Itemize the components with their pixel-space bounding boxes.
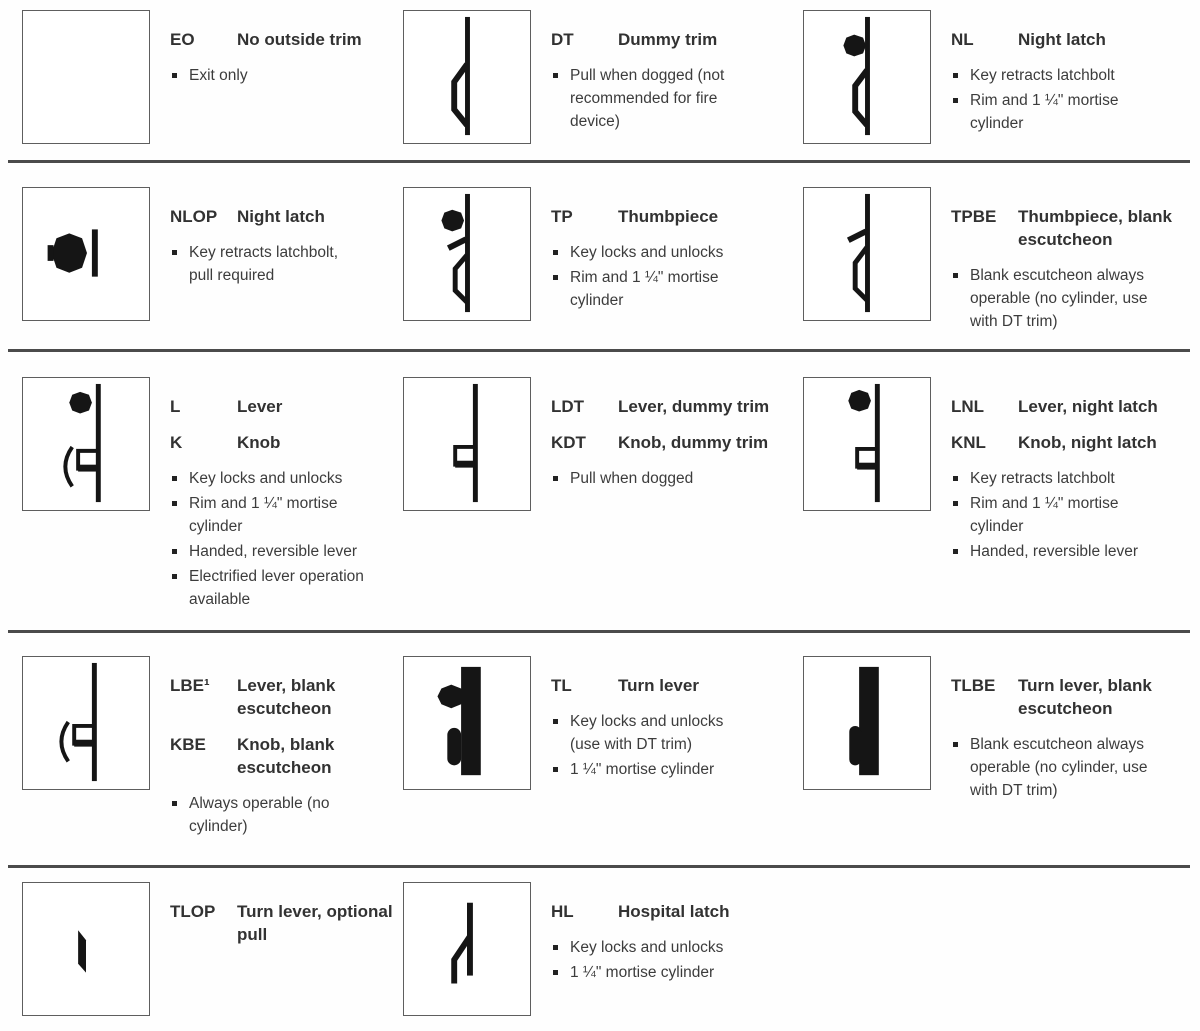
trim-title: Thumbpiece, blank escutcheon bbox=[1018, 207, 1172, 249]
trim-bullet: Key locks and unlocks bbox=[551, 241, 739, 264]
trim-bullet: Handed, reversible lever bbox=[170, 540, 366, 563]
trim-title: Knob, blank escutcheon bbox=[237, 735, 335, 777]
trim-code: EO bbox=[170, 30, 195, 49]
trim-bullet-list bbox=[170, 64, 366, 87]
trim-code: HL bbox=[551, 902, 574, 921]
trim-bullet-list bbox=[551, 241, 739, 312]
trim-bullet-list bbox=[951, 733, 1159, 802]
trim-title: Hospital latch bbox=[618, 902, 730, 921]
trim-title: Dummy trim bbox=[618, 30, 718, 49]
trim-text-block bbox=[170, 187, 366, 289]
trim-title: Knob, dummy trim bbox=[618, 433, 769, 452]
trim-illustration-box bbox=[403, 377, 531, 511]
trim-row bbox=[0, 868, 1200, 1031]
trim-code: TP bbox=[551, 207, 573, 226]
trim-title: Knob, night latch bbox=[1018, 433, 1157, 452]
trim-bullet-list bbox=[951, 64, 1159, 135]
hospital-latch-icon bbox=[404, 883, 530, 1015]
trim-bullet-list bbox=[170, 241, 366, 287]
trim-cell bbox=[800, 377, 1200, 633]
trim-bullet-list bbox=[551, 710, 739, 781]
trim-cell bbox=[400, 882, 800, 1031]
trim-code: NL bbox=[951, 30, 974, 49]
trim-title: Lever bbox=[237, 397, 283, 416]
trim-code: TL bbox=[551, 676, 572, 695]
trim-text-block bbox=[170, 882, 397, 959]
lever-cylinder-icon bbox=[23, 378, 149, 510]
trim-code: L bbox=[170, 397, 181, 416]
trim-code: DT bbox=[551, 30, 574, 49]
trim-header bbox=[951, 431, 1159, 454]
trim-text-block bbox=[551, 656, 739, 783]
trim-header bbox=[951, 674, 1178, 720]
trim-illustration-box bbox=[803, 10, 931, 144]
night-latch-pull-icon bbox=[23, 188, 149, 320]
trim-header bbox=[170, 28, 366, 51]
trim-cell bbox=[800, 187, 1200, 352]
trim-title: Knob bbox=[237, 433, 281, 452]
trim-illustration-box bbox=[22, 882, 150, 1016]
trim-text-block bbox=[951, 656, 1178, 804]
trim-cell bbox=[400, 187, 800, 352]
trim-bullet: Pull when dogged bbox=[551, 467, 739, 490]
trim-illustration-box bbox=[22, 656, 150, 790]
turn-lever-icon bbox=[23, 883, 149, 1015]
trim-text-block bbox=[951, 377, 1159, 565]
trim-illustration-box bbox=[803, 377, 931, 511]
trim-code: TLOP bbox=[170, 902, 216, 921]
lever-dummy-icon bbox=[404, 378, 530, 510]
trim-title: Night latch bbox=[237, 207, 325, 226]
trim-cell bbox=[0, 377, 400, 633]
trim-bullet: Key locks and unlocks bbox=[170, 467, 366, 490]
trim-illustration-box bbox=[22, 187, 150, 321]
trim-header bbox=[951, 205, 1178, 251]
trim-bullet: 1 ¼" mortise cylinder bbox=[551, 758, 739, 781]
trim-cell bbox=[0, 10, 400, 163]
trim-title: Lever, dummy trim bbox=[618, 397, 770, 416]
trim-bullet: Key retracts latchbolt bbox=[951, 64, 1159, 87]
trim-bullet-list bbox=[551, 64, 739, 133]
trim-header bbox=[951, 28, 1159, 51]
trim-text-block bbox=[551, 10, 739, 135]
trim-code: LNL bbox=[951, 397, 985, 416]
trim-text-block bbox=[551, 882, 739, 986]
trim-code: KNL bbox=[951, 433, 986, 452]
trim-cell bbox=[400, 10, 800, 163]
trim-illustration-box bbox=[403, 187, 531, 321]
trim-code: KDT bbox=[551, 433, 586, 452]
trim-row bbox=[0, 163, 1200, 352]
trim-header bbox=[551, 395, 769, 418]
trim-code: K bbox=[170, 433, 183, 452]
trim-header bbox=[551, 431, 769, 454]
trim-cell bbox=[400, 377, 800, 633]
trim-bullet-list bbox=[551, 467, 739, 490]
trim-cell bbox=[0, 656, 400, 868]
trim-cell bbox=[800, 10, 1200, 163]
trim-text-block bbox=[170, 656, 397, 840]
trim-bullet-list bbox=[951, 264, 1159, 333]
trim-code: KBE bbox=[170, 735, 206, 754]
trim-code: LBE¹ bbox=[170, 676, 210, 695]
trim-bullet: Pull when dogged (not recommended for fire device) bbox=[551, 64, 739, 133]
trim-text-block bbox=[951, 187, 1178, 335]
trim-header bbox=[170, 205, 366, 228]
trim-code: NLOP bbox=[170, 207, 218, 226]
trim-illustration-box bbox=[803, 187, 931, 321]
trim-bullet: Rim and 1 ¼" mortise cylinder bbox=[170, 492, 366, 538]
trim-header bbox=[170, 395, 366, 418]
trim-header bbox=[551, 900, 739, 923]
thumbpiece-cylinder-icon bbox=[404, 188, 530, 320]
trim-bullet: Rim and 1 ¼" mortise cylinder bbox=[551, 266, 739, 312]
trim-text-block bbox=[170, 10, 366, 89]
trim-bullet-list bbox=[170, 792, 366, 838]
trim-bullet: 1 ¼" mortise cylinder bbox=[551, 961, 739, 984]
trim-cell bbox=[0, 882, 400, 1031]
trim-cell bbox=[0, 187, 400, 352]
thumbpiece-icon bbox=[804, 188, 930, 320]
trim-title: Lever, blank escutcheon bbox=[237, 676, 336, 718]
trim-title: Turn lever, blank escutcheon bbox=[1018, 676, 1152, 718]
trim-row bbox=[0, 0, 1200, 163]
trim-header bbox=[170, 674, 397, 720]
trim-header bbox=[170, 900, 397, 946]
trim-code: TLBE bbox=[951, 676, 996, 695]
trim-header bbox=[951, 395, 1159, 418]
trim-header bbox=[551, 205, 739, 228]
turn-lever-blank-icon bbox=[804, 657, 930, 789]
trim-illustration-box bbox=[403, 882, 531, 1016]
trim-title: Lever, night latch bbox=[1018, 397, 1158, 416]
trim-title: Turn lever bbox=[618, 676, 699, 695]
trim-illustration-box bbox=[403, 10, 531, 144]
lever-night-latch-icon bbox=[804, 378, 930, 510]
trim-title: Turn lever, optional pull bbox=[237, 902, 393, 944]
trim-title: No outside trim bbox=[237, 30, 362, 49]
trim-cell bbox=[400, 656, 800, 868]
trim-bullet: Blank escutcheon always operable (no cylinder, use with DT trim) bbox=[951, 733, 1159, 802]
trim-bullet: Key locks and unlocks (use with DT trim) bbox=[551, 710, 739, 756]
trim-header bbox=[170, 431, 366, 454]
night-latch-icon bbox=[804, 11, 930, 143]
trim-row bbox=[0, 352, 1200, 633]
trim-bullet: Key retracts latchbolt bbox=[951, 467, 1159, 490]
trim-illustration-box bbox=[403, 656, 531, 790]
trim-bullet-list bbox=[551, 936, 739, 984]
trim-title: Thumbpiece bbox=[618, 207, 719, 226]
trim-text-block bbox=[951, 10, 1159, 137]
trim-bullet: Electrified lever operation available bbox=[170, 565, 366, 611]
trim-bullet: Rim and 1 ¼" mortise cylinder bbox=[951, 492, 1159, 538]
trim-illustration-box bbox=[803, 656, 931, 790]
blank-box-icon bbox=[23, 11, 149, 143]
trim-header bbox=[170, 733, 397, 779]
trim-code: TPBE bbox=[951, 207, 997, 226]
trim-bullet: Exit only bbox=[170, 64, 366, 87]
trim-cell bbox=[800, 656, 1200, 868]
trim-bullet-list bbox=[170, 467, 366, 611]
trim-bullet: Rim and 1 ¼" mortise cylinder bbox=[951, 89, 1159, 135]
trim-bullet: Key locks and unlocks bbox=[551, 936, 739, 959]
pull-icon bbox=[404, 11, 530, 143]
turn-lever-cylinder-icon bbox=[404, 657, 530, 789]
trim-text-block bbox=[551, 187, 739, 314]
trim-bullet: Blank escutcheon always operable (no cylinder, use with DT trim) bbox=[951, 264, 1159, 333]
trim-bullet: Key retracts latchbolt, pull required bbox=[170, 241, 366, 287]
trim-bullet: Handed, reversible lever bbox=[951, 540, 1159, 563]
trim-bullet: Always operable (no cylinder) bbox=[170, 792, 366, 838]
trim-illustration-box bbox=[22, 10, 150, 144]
trim-row bbox=[0, 633, 1200, 868]
trim-illustration-box bbox=[22, 377, 150, 511]
lever-blank-icon bbox=[23, 657, 149, 789]
trim-code: LDT bbox=[551, 397, 585, 416]
trim-title: Night latch bbox=[1018, 30, 1106, 49]
trim-bullet-list bbox=[951, 467, 1159, 563]
trim-text-block bbox=[170, 377, 366, 613]
trim-text-block bbox=[551, 377, 769, 492]
trim-header bbox=[551, 674, 739, 697]
trim-header bbox=[551, 28, 739, 51]
